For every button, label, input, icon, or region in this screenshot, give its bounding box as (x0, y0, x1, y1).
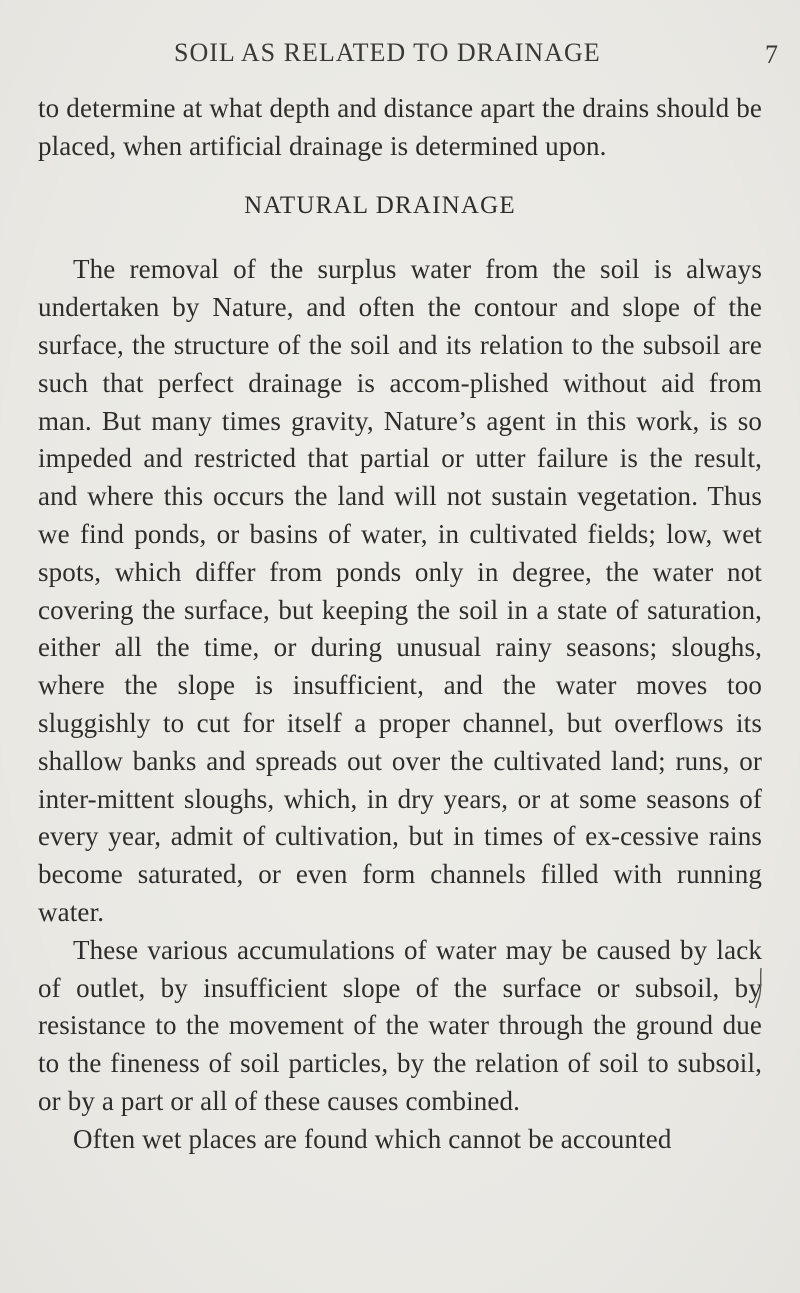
margin-pencil-mark-icon (754, 966, 764, 1010)
paragraph-3: Often wet places are found which cannot be accounted (73, 1123, 672, 1154)
section-heading: NATURAL DRAINAGE (244, 191, 516, 219)
page-body (38, 90, 762, 1159)
running-title: SOIL AS RELATED TO DRAINAGE (174, 38, 601, 67)
paragraph-2: These various accumulations of water may be caused by lack of outlet, by insufficient slope of the surface or subsoil, by resistance to the movement of the water through the ground due to the fineness of soil particles, by the relation of soil to subsoil, or by a part or all of these causes combined. (38, 934, 762, 1116)
paragraph-1: The removal of the surplus water from the soil is always undertaken by Nature, and often the contour and slope of the surface, the structure of the soil and its relation to the subsoil are such that perfect drainage is accom-plished without aid from man. But many times gravity, Nature’s agent in this work, is so impeded and restricted that partial or utter failure is the result, and where this occurs the land will not sustain vegetation. Thus we find ponds, or basins of water, in cultivated fields; low, wet spots, which differ from ponds only in degree, the water not covering the surface, but keeping the soil in a state of saturation, either all the time, or during unusual rainy seasons; sloughs, where the slope is insufficient, and the water moves too sluggishly to cut for itself a proper channel, but overflows its shallow banks and spreads out over the cultivated land; runs, or inter-mittent sloughs, which, in dry years, or at some seasons of every year, admit of cultivation, but in times of ex-cessive rains become saturated, or even form channels filled with running water. (38, 254, 762, 927)
page-number: 7 (765, 40, 778, 69)
continued-paragraph: to determine at what depth and distance apart the drains should be placed, when artificial drainage is determined upon. (38, 93, 762, 161)
